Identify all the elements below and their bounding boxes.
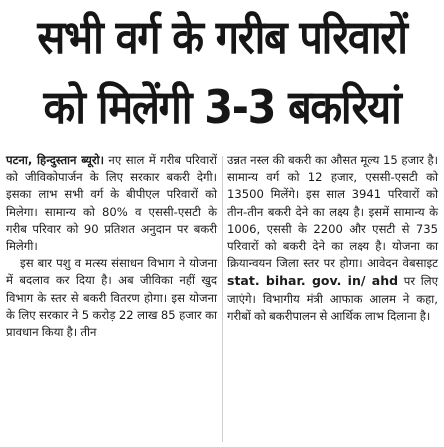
website-link[interactable]: stat. bihar. gov. in/ ahd — [227, 273, 399, 289]
article-column-right — [227, 152, 438, 442]
article-column-left — [6, 152, 217, 442]
column-divider — [222, 156, 223, 442]
paragraph-3 — [227, 152, 438, 325]
paragraph-2: इस बार पशु व मत्स्य संसाधन विभाग ने योजना में बदलाव कर दिया है। अब जीविका नहीं खुद विभाग के स्तर से बकरी वितरण होगा। इस योजना के लिए सरकार ने 5 करोड़ 22 लाख 85 हजार का प्रावधान किया है। तीन — [6, 256, 217, 340]
paragraph-3-text: उन्नत नस्ल की बकरी का औसत मूल्य 15 हजार है। सामान्य वर्ग को 12 हजार, एससी-एसटी को 13500 मिलेंगे। इस साल 3941 परिवारों को तीन-तीन बकरी देने का लक्ष्य है। इसमें सामान्य के 1006, एससी के 2200 और एसटी से 735 परिवारों को बकरी देने का लक्ष्य है। योजना का क्रियान्वयन जिला स्तर पर होगा। आवेदन वेबसाइट — [227, 153, 438, 271]
headline-line-1: सभी वर्ग के गरीब परिवारों — [37, 10, 407, 64]
paragraph-1-text: नए साल में गरीब परिवारों को जीविकोपार्जन के लिए सरकार बकरी देगी। इसका लाभ सभी वर्ग के बीपीएल परिवारों को मिलेगा। सामान्य को 80% व एससी-एसटी के गरीब परिवार को 90 प्रतिशत अनुदान पर बकरी मिलेगी। — [6, 153, 217, 254]
article-body — [6, 152, 438, 442]
dateline: पटना, हिन्दुस्तान ब्यूरो। — [6, 153, 105, 167]
paragraph-1 — [6, 152, 217, 255]
headline-line-2: को मिलेंगी 3-3 बकरियां — [43, 80, 401, 134]
paragraph-3-end: पर लिए जाएंगे। विभागीय मंत्री आफाक आलम ने कहा, गरीबों को बकरीपालन से आर्थिक लाभ दिलाना है। — [227, 274, 438, 323]
